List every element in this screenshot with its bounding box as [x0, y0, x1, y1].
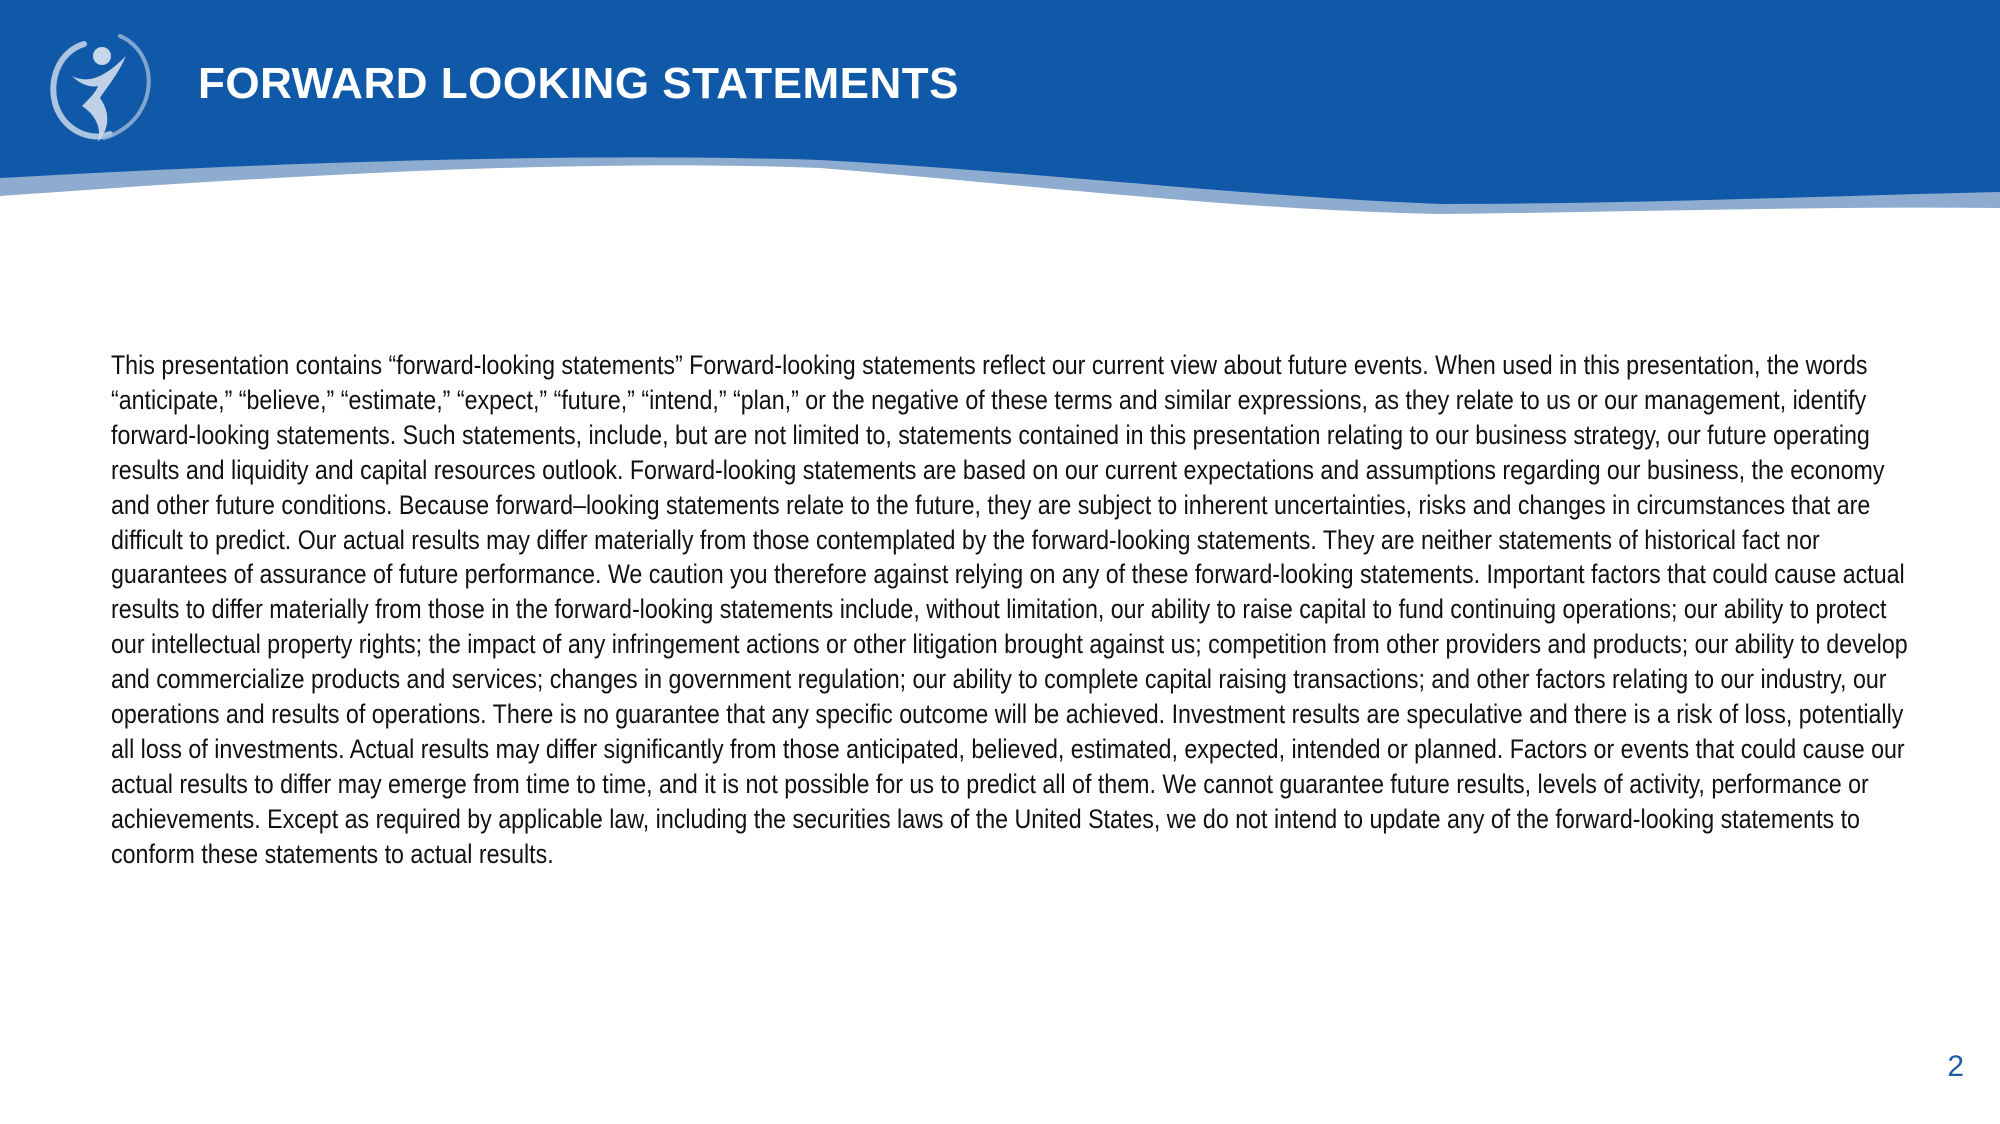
forward-looking-statement-body: This presentation contains “forward-looking statements” Forward-looking statements reflect our current view about future events. When used in this presentation, the words “anticipate,” “believe,” “estimate,” “expect,” “future,” “intend,” “plan,” or the negative of these terms and similar expressions, as they relate to us or our management, identify forward-looking statements. Such statements, include, but are not limited to, statements contained in this presentation relating to our business strategy, our future operating results and liquidity and capital resources outlook. Forward-looking statements are based on our current expectations and assumptions regarding our business, the economy and other future conditions. Because forward–looking statements relate to the future, they are subject to inherent uncertainties, risks and changes in circumstances that are difficult to predict. Our actual results may differ materially from those contemplated by the forward-looking statements. They are neither statements of historical fact nor guarantees of assurance of future performance. We caution you therefore against relying on any of these forward-looking statements. Important factors that could cause actual results to differ materially from those in the forward-looking statements include, without limitation, our ability to raise capital to fund continuing operations; our ability to protect our intellectual property rights; the impact of any infringement actions or other litigation brought against us; competition from other providers and products; our ability to develop and commercialize products and services; changes in government regulation; our ability to complete capital raising transactions; and other factors relating to our industry, our operations and results of operations. There is no guarantee that any specific outcome will be achieved. Investment results are speculative and there is a risk of loss, potentially all loss of investments. Actual results may differ significantly from those anticipated, believed, estimated, expected, intended or planned. Factors or events that could cause our actual results to differ may emerge from time to time, and it is not possible for us to predict all of them. We cannot guarantee future results, levels of activity, performance or achievements. Except as required by applicable law, including the securities laws of the United States, we do not intend to update any of the forward-looking statements to conform these statements to actual results.: [111, 350, 1908, 869]
page-number: 2: [1947, 1050, 1964, 1083]
person-swirl-logo-icon: [44, 26, 154, 148]
slide-title: FORWARD LOOKING STATEMENTS: [198, 59, 959, 108]
header-banner: [0, 0, 2000, 220]
